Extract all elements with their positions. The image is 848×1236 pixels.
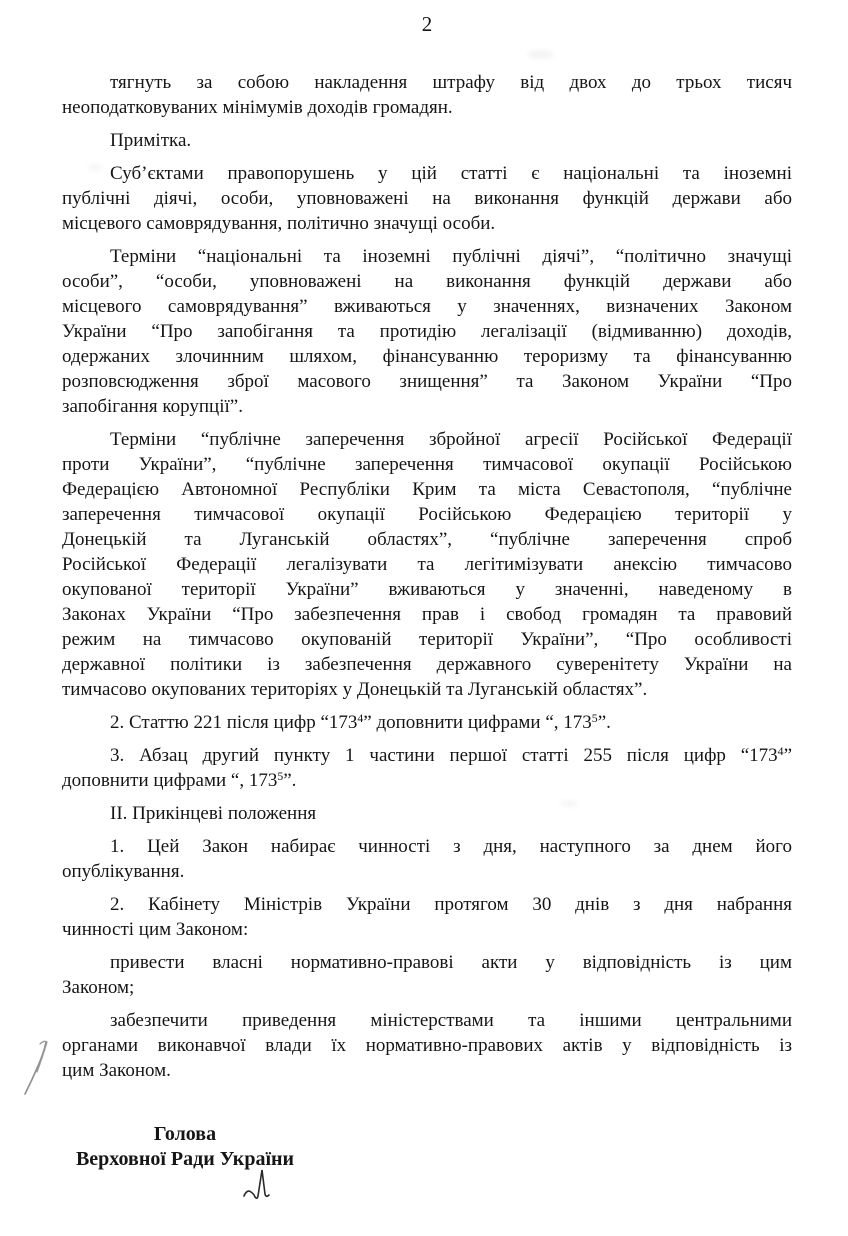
signature-block xyxy=(62,1122,308,1172)
text-line: 3. Абзац другий пункту 1 частини першої статті 255 після цифр “$173^4$” xyxy=(110,745,792,766)
scan-smudge xyxy=(88,164,102,171)
text-line: Терміни “публічне заперечення збройної агресії Російської Федерації xyxy=(110,429,792,450)
pen-tick-icon xyxy=(238,1166,278,1206)
paragraph xyxy=(62,244,792,419)
text-line: органами виконавчої влади їх нормативно-правових актів у відповідність із xyxy=(62,1035,792,1056)
paragraph xyxy=(62,834,792,884)
paragraph xyxy=(62,892,792,942)
paragraph xyxy=(62,710,792,735)
text-line: проти України”, “публічне заперечення тимчасової окупації Російською xyxy=(62,454,792,475)
text-line: режим на тимчасово окупованій території України”, “Про особливості xyxy=(62,629,792,650)
text-line: державної політики із забезпечення державного суверенітету України на xyxy=(62,654,792,675)
text-line: Законах України “Про забезпечення прав і свобод громадян та правовий xyxy=(62,604,792,625)
text-line: України “Про запобігання та протидію легалізації (відмиванню) доходів, xyxy=(62,321,792,342)
text-line: доповнити цифрами “, $173^5$”. xyxy=(62,770,297,791)
text-line: Федерацією Автономної Республіки Крим та міста Севастополя, “публічне xyxy=(62,479,792,500)
paragraph xyxy=(62,743,792,793)
text-line: опублікування. xyxy=(62,861,185,882)
text-line: місцевого самоврядування” вживаються у значеннях, визначених Законом xyxy=(62,296,792,317)
text-line: 2. Кабінету Міністрів України протягом 30 днів з дня набрання xyxy=(110,894,792,915)
paragraph xyxy=(62,950,792,1000)
pen-stroke-icon xyxy=(16,1038,56,1108)
page-number: 2 xyxy=(421,12,433,36)
text-line: Терміни “національні та іноземні публічні діячі”, “політично значущі xyxy=(110,246,792,267)
scan-smudge xyxy=(528,50,554,59)
text-line: одержаних злочинним шляхом, фінансуванню тероризму та фінансуванню xyxy=(62,346,792,367)
text-line: Законом; xyxy=(62,977,135,998)
text-line: Примітка. xyxy=(110,130,192,151)
paragraph xyxy=(62,801,792,826)
signature-title-line-1: Голова xyxy=(153,1123,217,1145)
signature-title-line-2: Верховної Ради України xyxy=(75,1148,295,1170)
text-line: Суб’єктами правопорушень у цій статті є національні та іноземні xyxy=(110,163,792,184)
text-line: особи”, “особи, уповноважені на виконання функцій держави або xyxy=(62,271,792,292)
text-line: тягнуть за собою накладення штрафу від двох до трьох тисяч xyxy=(110,72,792,93)
text-line: заперечення тимчасової окупації Російською Федерацією території у xyxy=(62,504,792,525)
text-line: забезпечити приведення міністерствами та іншими центральними xyxy=(110,1010,792,1031)
document-body xyxy=(62,70,792,1091)
text-line: цим Законом. xyxy=(62,1060,171,1081)
text-line: ІІ. Прикінцеві положення xyxy=(110,803,317,824)
superscript-number: 5 xyxy=(591,712,598,726)
superscript-number: 5 xyxy=(277,770,284,784)
text-line: окупованої території України” вживаються у значенні, наведеному в xyxy=(62,579,792,600)
text-line: розповсюдження зброї масового знищення” та Законом України “Про xyxy=(62,371,792,392)
text-line: запобігання корупції”. xyxy=(62,396,243,417)
text-line: 1. Цей Закон набирає чинності з дня, наступного за днем його xyxy=(110,836,792,857)
superscript-number: 4 xyxy=(357,712,364,726)
scan-smudge xyxy=(560,800,578,807)
paragraph xyxy=(62,128,792,153)
text-line: публічні діячі, особи, уповноважені на виконання функцій держави або xyxy=(62,188,792,209)
text-line: привести власні нормативно-правові акти у відповідність із цим xyxy=(110,952,792,973)
text-line: місцевого самоврядування, політично значущі особи. xyxy=(62,213,496,234)
text-line: чинності цим Законом: xyxy=(62,919,249,940)
text-line: Російської Федерації легалізувати та легітимізувати анексію тимчасово xyxy=(62,554,792,575)
text-line: 2. Статтю 221 після цифр “$173^4$” доповнити цифрами “, $173^5$”. xyxy=(110,712,611,733)
superscript-number: 4 xyxy=(777,745,784,759)
paragraph xyxy=(62,1008,792,1083)
text-line: Донецькій та Луганській областях”, “публічне заперечення спроб xyxy=(62,529,792,550)
text-line: тимчасово окупованих територіях у Донецькій та Луганській областях”. xyxy=(62,679,648,700)
paragraph xyxy=(62,427,792,702)
text-line: неоподатковуваних мінімумів доходів громадян. xyxy=(62,97,453,118)
paragraph xyxy=(62,161,792,236)
paragraph xyxy=(62,70,792,120)
